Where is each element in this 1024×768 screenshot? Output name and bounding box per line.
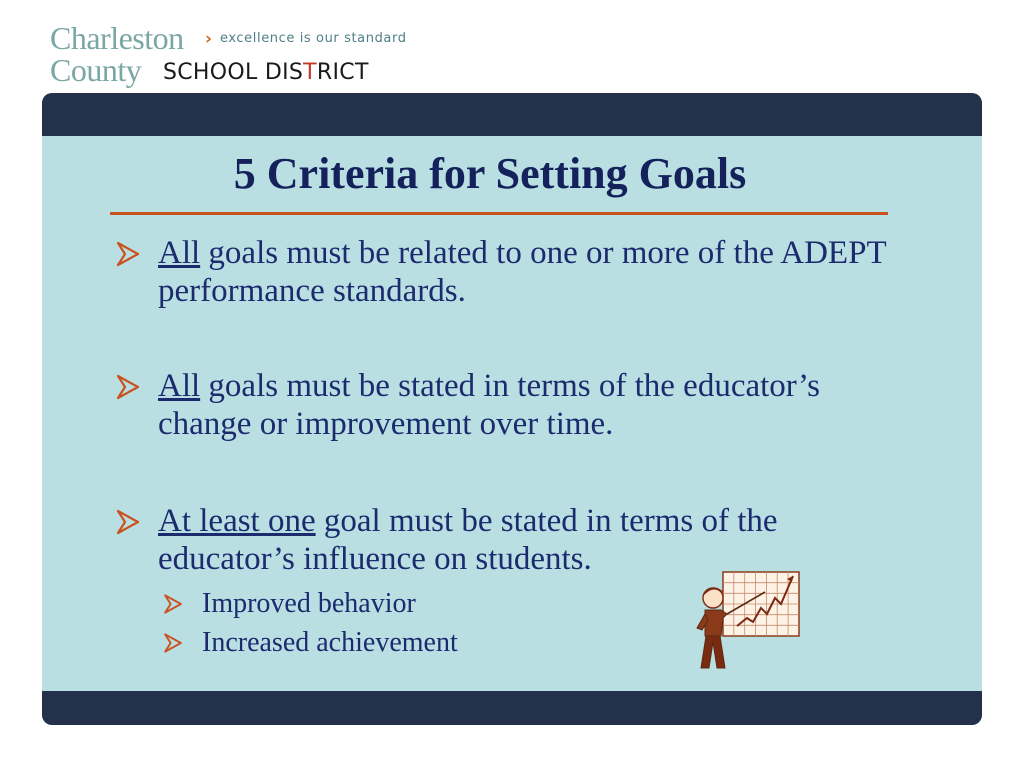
bullet-text: All goals must be related to one or more of the ADEPT performance standards. (158, 235, 887, 309)
arrow-bullet-icon (114, 240, 142, 268)
arrow-bullet-icon (162, 632, 184, 654)
arrow-bullet-icon (114, 508, 142, 536)
slide-title: 5 Criteria for Setting Goals (233, 149, 747, 198)
title-divider (110, 212, 888, 215)
logo-charleston: Charleston (50, 20, 184, 56)
logo-county: County (50, 52, 142, 88)
district-logo (50, 18, 430, 88)
sub-bullet-text: Improved behavior (202, 588, 416, 619)
arrow-bullet-icon (162, 593, 184, 615)
sub-bullet-text: Increased achievement (202, 627, 458, 658)
bullet-emphasis: All (158, 368, 201, 404)
logo-school-district: SCHOOL DISTRICT (163, 60, 369, 85)
bullet-text: At least one goal must be stated in terms of the educator’s influence on students. (158, 503, 778, 577)
arrow-bullet-icon (114, 373, 142, 401)
chevron-right-icon: › (205, 29, 213, 49)
bullet-emphasis: At least one (158, 503, 316, 539)
presenter-chart-clipart (693, 568, 803, 672)
bullet-text: All goals must be stated in terms of the educator’s change or improvement over time. (158, 368, 821, 442)
logo-tagline: excellence is our standard (220, 31, 407, 46)
bullet-emphasis: All (158, 235, 201, 271)
